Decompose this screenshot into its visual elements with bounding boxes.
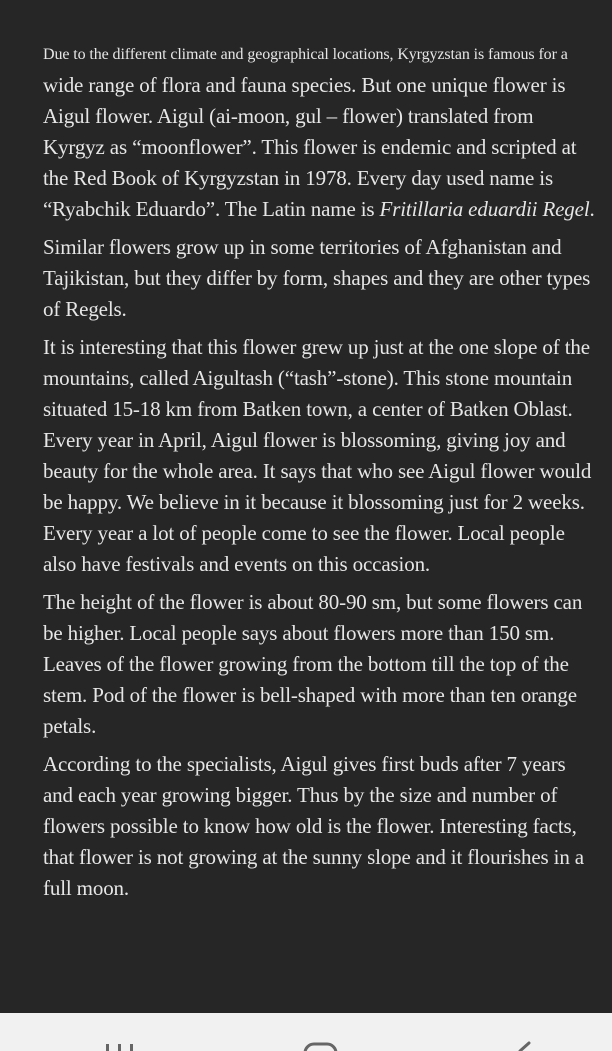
home-button[interactable]: [261, 1013, 381, 1051]
intro-end: .: [589, 197, 595, 221]
paragraph-aigultash: It is interesting that this flower grew up just at the one slope of the mountains, called Aigultash (“tash”-stone). This stone mountain situated 15-18 km from Batken town, a center of Batken Oblast. Every year in April, Aigul flower is blossoming, giving joy and beauty for the whole area. It says that who see Aigul flower would be happy. We believe in it because it blossoming just for 2 weeks. Every year a lot of people come to see the flower. Local people also have festivals and events on this occasion.: [43, 335, 592, 576]
intro-body-text: wide range of flora and fauna species. But one unique flower is Aigul flower. Aigul (ai-moon, gul – flower) translated from Kyrgyz as “moonflower”. This flower is endemic and scripted at the Red Book of Kyrgyzstan in 1978. Every day used name is “Ryabchik Eduardo”. The Latin name is: [43, 73, 577, 221]
paragraph-specialists: According to the specialists, Aigul gives first buds after 7 years and each year growing bigger. Thus by the size and number of flowers possible to know how old is the flower. Interesting facts, that flower is not growing at the sunny slope and it flourishes in a full moon.: [43, 752, 584, 900]
paragraph-intro: [43, 37, 598, 225]
intro-lead-text: Due to the different climate and geographical locations, Kyrgyzstan is famous for a: [43, 46, 568, 63]
back-button[interactable]: [463, 1013, 583, 1051]
latin-name: Fritillaria eduardii Regel: [379, 197, 590, 221]
recent-apps-icon: [60, 1013, 180, 1051]
android-navigation-bar: [0, 1013, 612, 1051]
paragraph-similar-flowers: Similar flowers grow up in some territories of Afghanistan and Tajikistan, but they differ by form, shapes and they are other types of Regels.: [43, 235, 591, 321]
back-icon: [463, 1013, 583, 1051]
recent-apps-button[interactable]: [60, 1013, 180, 1051]
home-icon: [261, 1013, 381, 1051]
paragraph-height: The height of the flower is about 80-90 sm, but some flowers can be higher. Local people says about flowers more than 150 sm. Leaves of the flower growing from the bottom till the top of the stem. Pod of the flower is bell-shaped with more than ten orange petals.: [43, 590, 583, 738]
